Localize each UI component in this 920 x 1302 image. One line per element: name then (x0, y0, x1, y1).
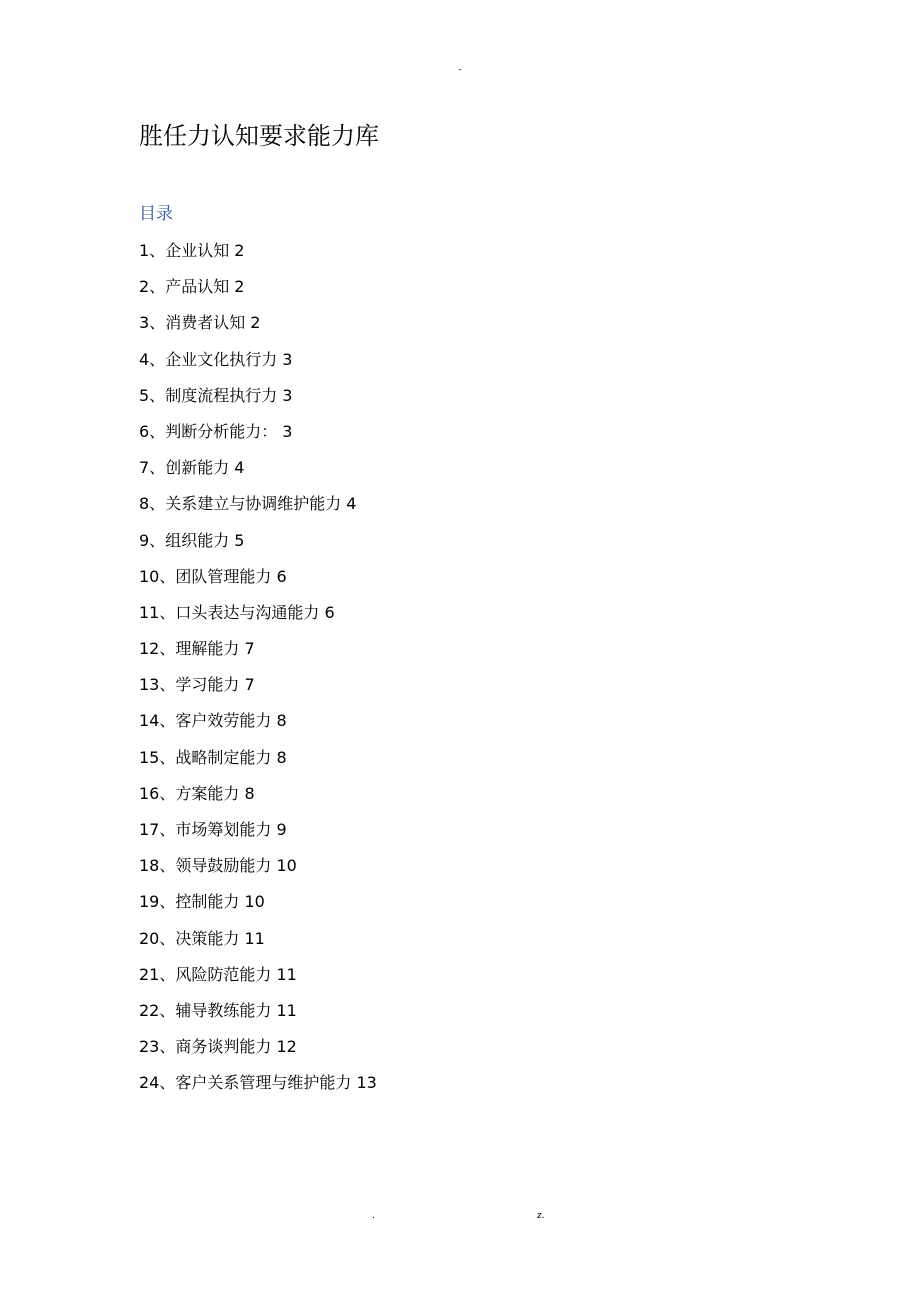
toc-entry-label: 组织能力 (165, 530, 230, 550)
toc-entry-page-number: 8 (276, 747, 287, 767)
toc-entry-label: 理解能力 (175, 639, 240, 659)
toc-entry-number: 20、 (139, 928, 176, 948)
toc-entry-page-number: 3 (282, 349, 293, 369)
toc-entry-number: 9、 (139, 530, 166, 550)
toc-entry[interactable] (139, 672, 377, 708)
toc-entry-number: 3、 (139, 313, 166, 333)
toc-entry-number: 24、 (139, 1073, 176, 1093)
toc-entry-number: 13、 (139, 675, 176, 695)
toc-entry[interactable] (139, 636, 377, 672)
toc-entry[interactable] (139, 708, 377, 744)
toc-entry-number: 5、 (139, 385, 166, 405)
toc-entry-label: 风险防范能力 (175, 964, 272, 984)
toc-entry-page-number: 3 (282, 385, 293, 405)
toc-entry[interactable] (139, 347, 377, 383)
toc-entry-number: 2、 (139, 277, 166, 297)
toc-heading: 目录 (139, 204, 173, 224)
toc-entry-label: 方案能力 (175, 783, 240, 803)
toc-entry-label: 客户关系管理与维护能力 (175, 1073, 352, 1093)
toc-entry-page-number: 2 (250, 313, 261, 333)
toc-entry[interactable] (139, 600, 377, 636)
toc-entry[interactable] (139, 962, 377, 998)
toc-entry[interactable] (139, 998, 377, 1034)
toc-entry-page-number: 11 (244, 928, 265, 948)
toc-entry-page-number: 5 (234, 530, 245, 550)
toc-entry-number: 12、 (139, 639, 176, 659)
toc-entry-page-number: 10 (244, 892, 265, 912)
toc-entry-label: 产品认知 (165, 277, 230, 297)
toc-entry-page-number: 4 (234, 458, 245, 478)
toc-entry-page-number: 7 (244, 639, 255, 659)
toc-entry-page-number: 10 (276, 856, 297, 876)
toc-entry-label: 判断分析能力： (165, 421, 278, 441)
toc-entry-number: 8、 (139, 494, 166, 514)
toc-entry-label: 团队管理能力 (175, 566, 272, 586)
toc-entry-label: 商务谈判能力 (175, 1037, 272, 1057)
footer-left-mark: . (372, 1211, 375, 1221)
toc-entry-page-number: 8 (244, 783, 255, 803)
toc-entry[interactable] (139, 419, 377, 455)
toc-entry-label: 学习能力 (175, 675, 240, 695)
toc-entry-number: 4、 (139, 349, 166, 369)
toc-entry[interactable] (139, 817, 377, 853)
toc-entry-number: 15、 (139, 747, 176, 767)
toc-entry-label: 决策能力 (175, 928, 240, 948)
toc-entry-number: 10、 (139, 566, 176, 586)
toc-entry[interactable] (139, 455, 377, 491)
toc-entry-label: 关系建立与协调维护能力 (165, 494, 342, 514)
toc-entry-number: 14、 (139, 711, 176, 731)
toc-entry-page-number: 3 (282, 421, 293, 441)
toc-entry-number: 19、 (139, 892, 176, 912)
toc-entry-page-number: 2 (234, 241, 245, 260)
toc-entry-number: 7、 (139, 458, 166, 478)
toc-entry-page-number: 6 (324, 602, 335, 622)
toc-entry[interactable] (139, 491, 377, 527)
toc-entry[interactable] (139, 564, 377, 600)
toc-entry-page-number: 11 (276, 1000, 297, 1020)
toc-entry-label: 制度流程执行力 (165, 385, 278, 405)
toc-entry[interactable] (139, 528, 377, 564)
toc-entry-label: 领导鼓励能力 (175, 856, 272, 876)
document-title: 胜任力认知要求能力库 (139, 122, 379, 150)
toc-entry-page-number: 9 (276, 820, 287, 839)
toc-entry-label: 战略制定能力 (175, 747, 272, 767)
toc-entry-number: 17、 (139, 820, 176, 839)
toc-entry-page-number: 6 (276, 566, 287, 586)
toc-entry-number: 22、 (139, 1000, 176, 1020)
toc-entry-page-number: 7 (244, 675, 255, 695)
footer-right-mark: z. (537, 1211, 545, 1221)
toc-entry-page-number: 13 (356, 1073, 377, 1093)
toc-entry[interactable] (139, 1070, 377, 1106)
toc-entry-label: 客户效劳能力 (175, 711, 272, 731)
toc-entry-number: 16、 (139, 783, 176, 803)
toc-entry[interactable] (139, 383, 377, 419)
toc-entry-label: 创新能力 (165, 458, 230, 478)
toc-entry-page-number: 2 (234, 277, 245, 297)
toc-entry-page-number: 4 (346, 494, 357, 514)
toc-entry-page-number: 8 (276, 711, 287, 731)
toc-list (139, 238, 377, 1107)
toc-entry[interactable] (139, 853, 377, 889)
toc-entry[interactable] (139, 889, 377, 925)
toc-entry-label: 市场筹划能力 (175, 820, 272, 839)
toc-entry-number: 11、 (139, 602, 176, 622)
toc-entry-label: 口头表达与沟通能力 (175, 602, 320, 622)
toc-entry-label: 辅导教练能力 (175, 1000, 272, 1020)
toc-entry-label: 控制能力 (175, 892, 240, 912)
toc-entry-page-number: 12 (276, 1037, 297, 1057)
toc-entry-page-number: 11 (276, 964, 297, 984)
toc-entry-label: 企业文化执行力 (165, 349, 278, 369)
toc-entry-number: 18、 (139, 856, 176, 876)
toc-entry-number: 1、 (139, 241, 166, 260)
header-mark: - (458, 65, 462, 75)
toc-entry[interactable] (139, 781, 377, 817)
toc-entry[interactable] (139, 310, 377, 346)
toc-entry-number: 23、 (139, 1037, 176, 1057)
toc-entry-label: 企业认知 (165, 241, 230, 260)
toc-entry[interactable] (139, 1034, 377, 1070)
toc-entry-number: 21、 (139, 964, 176, 984)
toc-entry-number: 6、 (139, 421, 166, 441)
toc-entry[interactable] (139, 238, 377, 274)
toc-entry[interactable] (139, 274, 377, 310)
toc-entry-label: 消费者认知 (165, 313, 246, 333)
toc-entry[interactable] (139, 926, 377, 962)
toc-entry[interactable] (139, 745, 377, 781)
